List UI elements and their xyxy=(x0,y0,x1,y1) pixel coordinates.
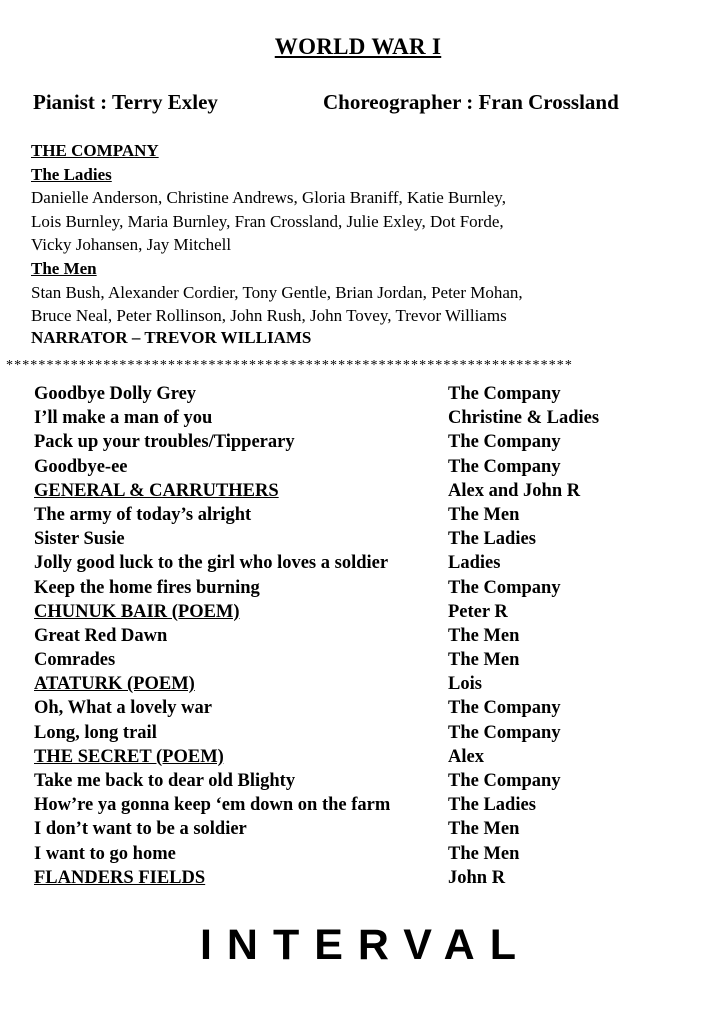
program-item-title: Goodbye Dolly Grey xyxy=(34,384,197,404)
program-performer: The Ladies xyxy=(448,529,536,550)
program-section-title: ATATURK (POEM) xyxy=(34,674,195,695)
program-item-title: Long, long trail xyxy=(34,722,157,743)
program-row xyxy=(34,745,674,769)
company-heading: THE COMPANY xyxy=(31,141,159,160)
program-performer: The Men xyxy=(448,843,520,864)
program-row xyxy=(34,551,674,575)
program-row xyxy=(34,721,674,745)
program-performer: The Men xyxy=(448,504,520,525)
program-performer: The Company xyxy=(448,456,561,477)
program-item-title: How’re ya gonna keep ‘em down on the farm xyxy=(34,795,391,816)
program-item-title: The army of today’s alright xyxy=(34,504,252,525)
program-item-title: I don’t want to be a soldier xyxy=(34,819,247,840)
program-performer: The Ladies xyxy=(448,795,536,816)
program-row xyxy=(34,479,674,503)
program-row xyxy=(34,696,674,720)
program-section-title: THE SECRET (POEM) xyxy=(34,746,224,767)
program-row xyxy=(34,382,674,406)
choreographer-credit: Choreographer : Fran Crossland xyxy=(323,90,619,114)
men-names-line: Bruce Neal, Peter Rollinson, John Rush, John Tovey, Trevor Williams xyxy=(31,306,507,326)
program-row xyxy=(34,527,674,551)
program-row xyxy=(34,430,674,454)
narrator-credit: NARRATOR – TREVOR WILLIAMS xyxy=(31,328,312,347)
program-row xyxy=(34,866,674,890)
ladies-names-line: Vicky Johansen, Jay Mitchell xyxy=(31,235,232,255)
page-title: WORLD WAR I xyxy=(274,34,442,59)
program-row xyxy=(34,672,674,696)
program-section-title: GENERAL & CARRUTHERS xyxy=(34,480,279,501)
program-row xyxy=(34,793,674,817)
program-performer: The Men xyxy=(448,625,520,646)
program-performer: The Men xyxy=(448,819,520,840)
program-row xyxy=(34,600,674,624)
program-row xyxy=(34,455,674,479)
program-performer: Ladies xyxy=(448,553,501,574)
program-performer: The Company xyxy=(448,432,561,453)
program-item-title: I’ll make a man of you xyxy=(34,408,213,429)
men-names-line: Stan Bush, Alexander Cordier, Tony Gentle, Brian Jordan, Peter Mohan, xyxy=(31,282,523,302)
program-row xyxy=(34,503,674,527)
program-item-title: Jolly good luck to the girl who loves a soldier xyxy=(34,553,389,574)
program-row xyxy=(34,817,674,841)
interval-banner: INTERVAL xyxy=(199,921,532,969)
program-performer: Alex and John R xyxy=(448,480,581,501)
program-row xyxy=(34,624,674,648)
program-performer: The Company xyxy=(448,698,561,719)
program-list xyxy=(34,382,674,890)
program-section-title: CHUNUK BAIR (POEM) xyxy=(34,601,240,622)
men-heading: The Men xyxy=(31,258,97,278)
program-performer: John R xyxy=(448,867,506,888)
program-performer: The Company xyxy=(448,384,561,404)
ladies-names-line: Lois Burnley, Maria Burnley, Fran Crossland, Julie Exley, Dot Forde, xyxy=(31,211,504,231)
pianist-credit: Pianist : Terry Exley xyxy=(33,90,218,114)
program-row xyxy=(34,648,674,672)
program-performer: Alex xyxy=(448,746,484,767)
company-section xyxy=(31,139,691,328)
program-item-title: I want to go home xyxy=(34,843,176,864)
program-item-title: Pack up your troubles/Tipperary xyxy=(34,432,295,453)
program-performer: Peter R xyxy=(448,601,508,622)
program-item-title: Great Red Dawn xyxy=(34,625,168,646)
program-item-title: Take me back to dear old Blighty xyxy=(34,771,296,791)
program-item-title: Keep the home fires burning xyxy=(34,577,260,598)
program-item-title: Comrades xyxy=(34,650,116,671)
program-item-title: Oh, What a lovely war xyxy=(34,698,212,719)
program-row xyxy=(34,576,674,600)
program-item-title: Goodbye-ee xyxy=(34,456,128,477)
program-performer: The Company xyxy=(448,771,561,791)
program-row xyxy=(34,769,674,793)
ladies-names-line: Danielle Anderson, Christine Andrews, Gloria Braniff, Katie Burnley, xyxy=(31,188,506,208)
program-section-title: FLANDERS FIELDS xyxy=(34,867,206,888)
program-item-title: Sister Susie xyxy=(34,529,125,550)
ladies-heading: The Ladies xyxy=(31,164,112,184)
program-performer: Christine & Ladies xyxy=(448,408,600,429)
program-performer: The Men xyxy=(448,650,520,671)
asterisk-divider: ********************************************************************** xyxy=(6,358,573,373)
program-row xyxy=(34,406,674,430)
program-performer: Lois xyxy=(448,674,482,695)
program-performer: The Company xyxy=(448,577,561,598)
program-row xyxy=(34,842,674,866)
program-performer: The Company xyxy=(448,722,561,743)
